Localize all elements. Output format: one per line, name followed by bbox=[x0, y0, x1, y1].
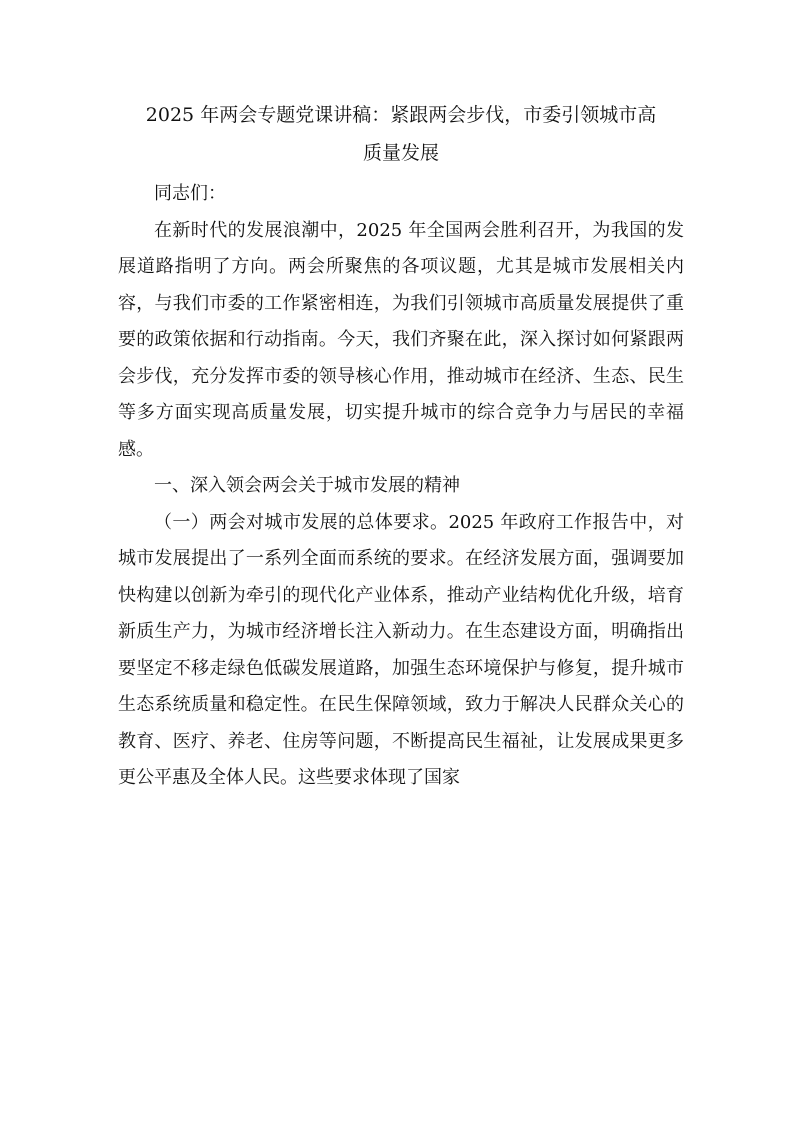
document-title bbox=[118, 96, 684, 172]
document-title-line-2: 质量发展 bbox=[362, 142, 439, 164]
document-title-line-1: 2025 年两会专题党课讲稿：紧跟两会步伐，市委引领城市高 bbox=[145, 104, 657, 126]
salutation: 同志们： bbox=[154, 183, 226, 204]
intro-paragraph: 在新时代的发展浪潮中，2025 年全国两会胜利召开，为我国的发展道路指明了方向。两会所聚焦的各项议题，尤其是城市发展相关内容，与我们市委的工作紧密相连，为我们引领城市高质量发展提供了重要的政策依据和行动指南。今天，我们齐聚在此，深入探讨如何紧跟两会步伐，充分发挥市委的领导核心作用，推动城市在经济、生态、民生等多方面实现高质量发展，切实提升城市的综合竞争力与居民的幸福感。 bbox=[118, 219, 684, 460]
document-page bbox=[118, 96, 684, 797]
section-1-1-paragraph: （一）两会对城市发展的总体要求。2025 年政府工作报告中，对城市发展提出了一系列全面而系统的要求。在经济发展方面，强调要加快构建以创新为牵引的现代化产业体系，推动产业结构优化升级，培育新质生产力，为城市经济增长注入新动力。在生态建设方面，明确指出要坚定不移走绿色低碳发展道路，加强生态环境保护与修复，提升城市生态系统质量和稳定性。在民生保障领域，致力于解决人民群众关心的教育、医疗、养老、住房等问题，不断提高民生福祉，让发展成果更多更公平惠及全体人民。这些要求体现了国家 bbox=[118, 511, 684, 788]
section-1-heading: 一、深入领会两会关于城市发展的精神 bbox=[154, 475, 460, 496]
